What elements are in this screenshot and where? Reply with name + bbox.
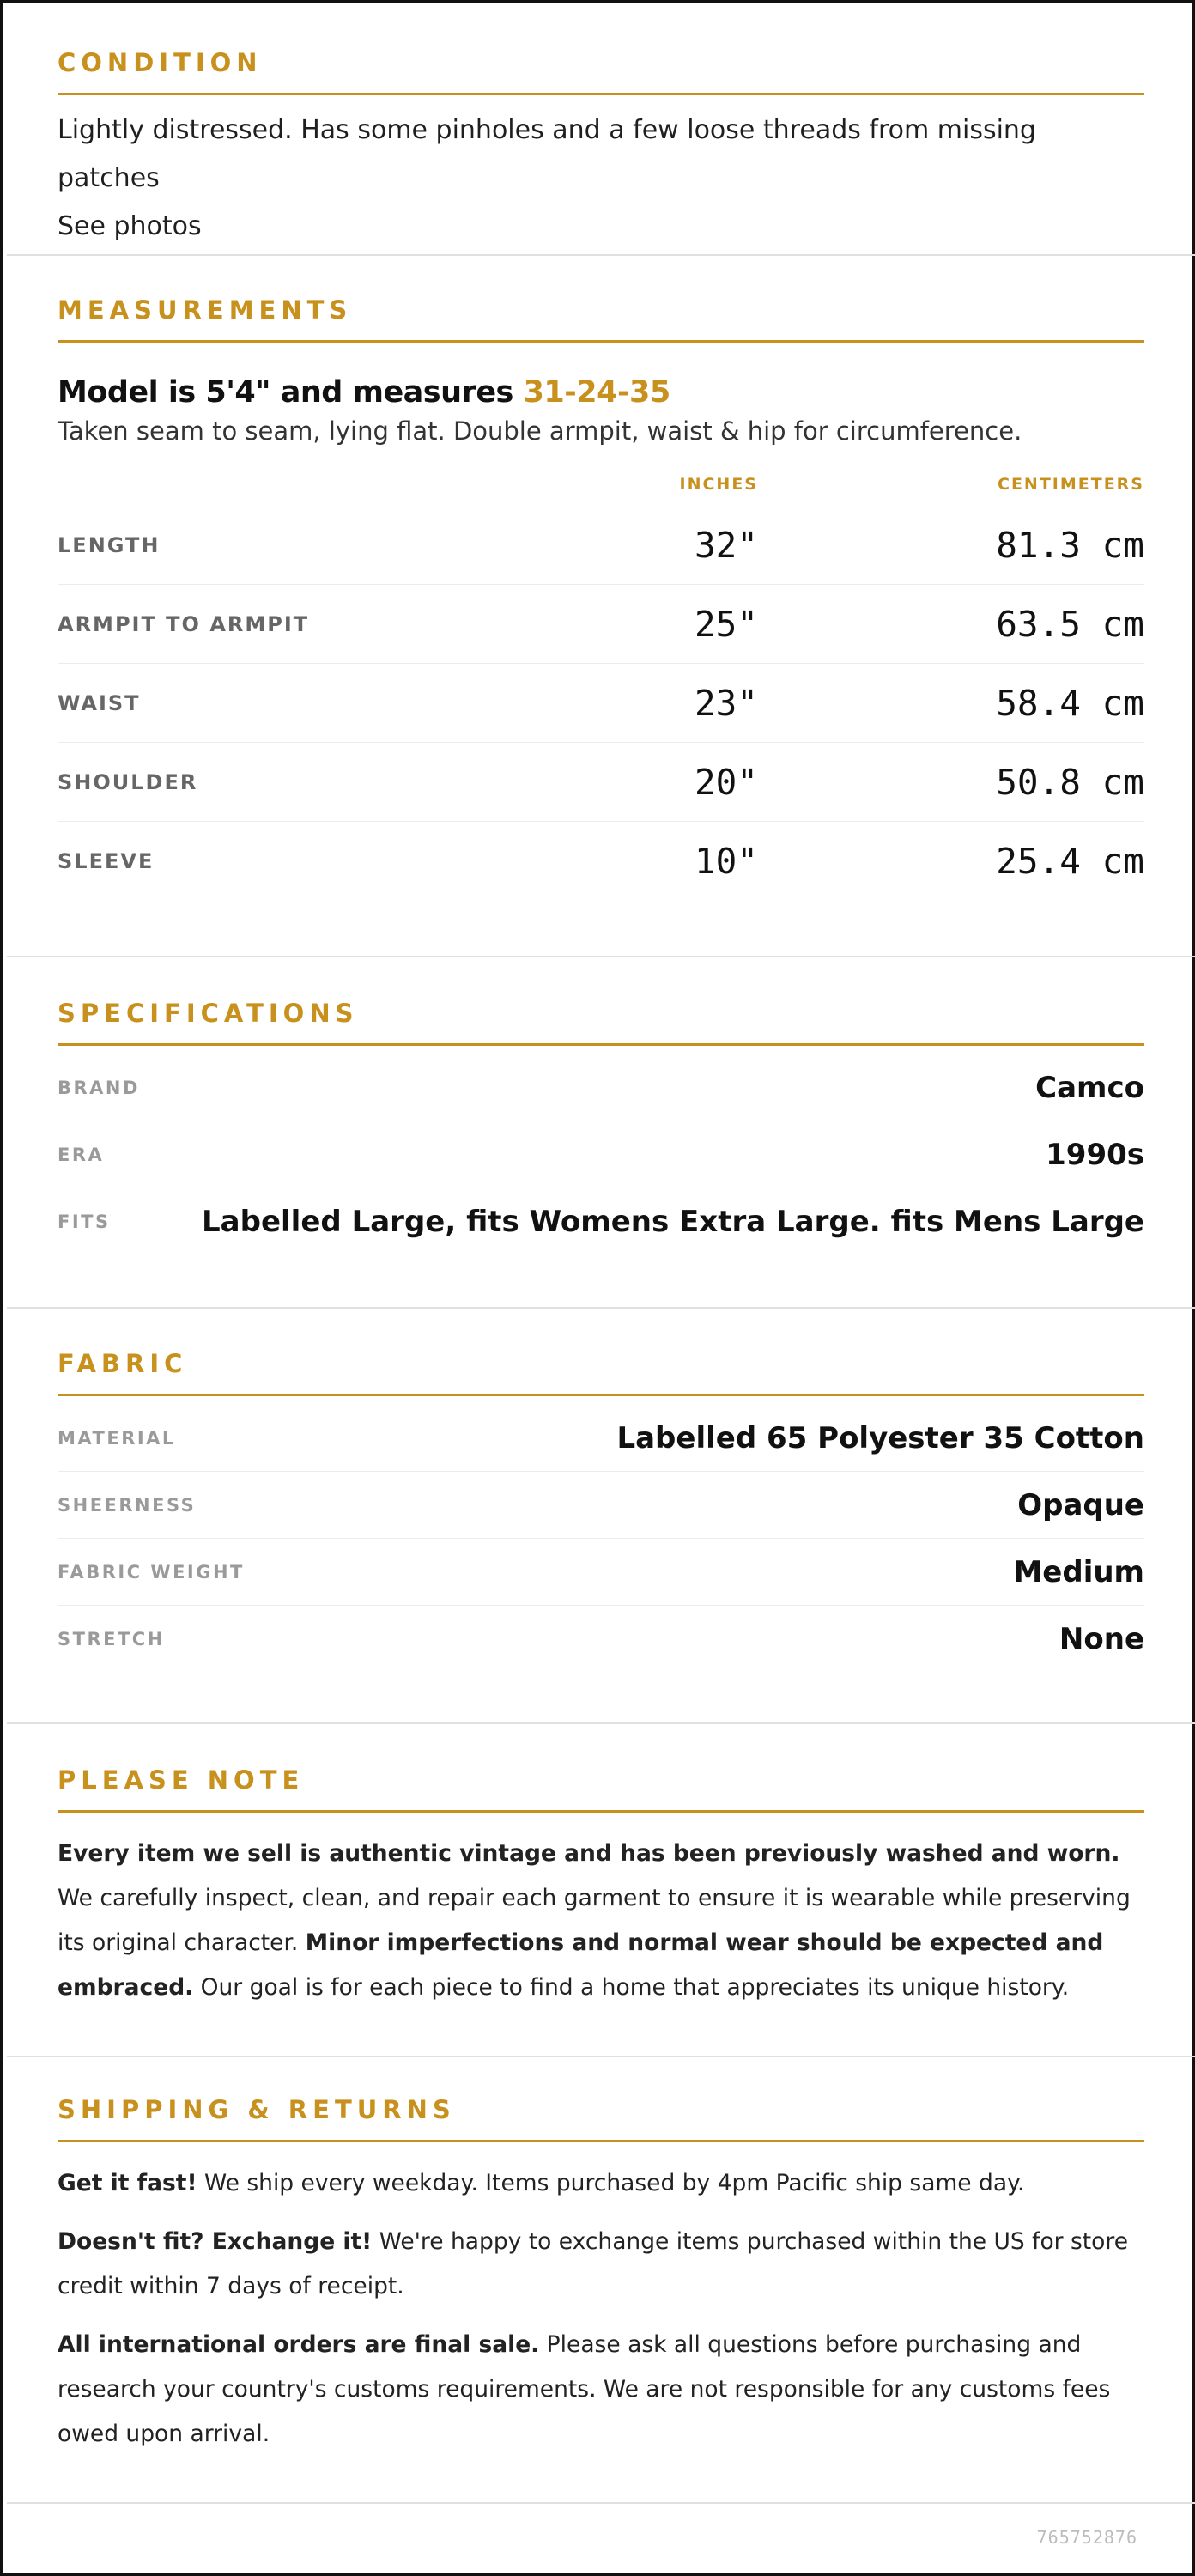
- fabric-label: SHEERNESS: [58, 1494, 197, 1516]
- spec-row: [58, 1188, 1144, 1255]
- fabric-value: Labelled 65 Polyester 35 Cotton: [616, 1420, 1144, 1455]
- measurement-label: WAIST: [58, 690, 141, 715]
- spec-value: 1990s: [1046, 1137, 1144, 1172]
- section-title: FABRIC: [58, 1349, 1144, 1396]
- model-info: [58, 375, 1144, 410]
- measurements-section: [7, 295, 1195, 957]
- spec-label: ERA: [58, 1144, 105, 1165]
- inches-value: 25": [694, 603, 758, 645]
- measurement-row: [58, 506, 1144, 585]
- returns-bold: Doesn't fit? Exchange it!: [58, 2228, 373, 2255]
- note-text-2: Our goal is for each piece to find a home that appreciates its unique history.: [193, 1974, 1070, 2001]
- spec-value: Camco: [1035, 1070, 1144, 1105]
- fabric-row: [58, 1472, 1144, 1539]
- centimeters-header: CENTIMETERS: [998, 475, 1144, 494]
- centimeters-value: 81.3 cm: [996, 524, 1144, 566]
- condition-line: See photos: [58, 211, 202, 241]
- spec-value: Labelled Large, fits Womens Extra Large. fits Mens Large: [202, 1204, 1144, 1239]
- model-measures: 31-24-35: [523, 375, 670, 410]
- please-note-section: [7, 1765, 1195, 2057]
- international-paragraph: [58, 2323, 1144, 2457]
- measurement-row: [58, 585, 1144, 664]
- condition-line: Lightly distressed. Has some pinholes and a few loose threads from missing patches: [58, 115, 1036, 193]
- spec-row: [58, 1054, 1144, 1121]
- returns-paragraph: [58, 2220, 1144, 2309]
- measurement-row: [58, 664, 1144, 743]
- measurement-label: SLEEVE: [58, 848, 155, 873]
- inches-header: INCHES: [679, 475, 758, 494]
- measurement-note: Taken seam to seam, lying flat. Double armpit, waist & hip for circumference.: [58, 416, 1022, 446]
- fabric-value: None: [1059, 1621, 1144, 1656]
- spec-label: FITS: [58, 1211, 111, 1232]
- spec-label: BRAND: [58, 1077, 140, 1098]
- measurement-label: ARMPIT TO ARMPIT: [58, 611, 310, 636]
- section-title: MEASUREMENTS: [58, 295, 1144, 343]
- fabric-list: [58, 1405, 1144, 1672]
- inches-value: 32": [694, 524, 758, 566]
- measurement-row: [58, 743, 1144, 822]
- specifications-list: [58, 1054, 1144, 1255]
- fabric-section: [7, 1349, 1195, 1724]
- centimeters-value: 50.8 cm: [996, 761, 1144, 803]
- shipping-bold: Get it fast!: [58, 2170, 197, 2196]
- fabric-row: [58, 1539, 1144, 1606]
- fabric-row: [58, 1405, 1144, 1472]
- condition-section: [7, 48, 1195, 256]
- note-text-1: We carefully inspect, clean, and repair each garment to ensure it is wearable while preserving its original character.: [58, 1885, 1131, 1956]
- section-title: PLEASE NOTE: [58, 1765, 1144, 1813]
- inches-value: 10": [694, 840, 758, 882]
- fabric-label: MATERIAL: [58, 1427, 176, 1449]
- section-title: CONDITION: [58, 48, 1144, 95]
- model-prefix: Model is 5'4" and measures: [58, 375, 524, 410]
- fabric-value: Medium: [1013, 1554, 1144, 1589]
- measurement-column-headers: [58, 475, 1144, 495]
- condition-text: [58, 106, 1144, 251]
- shipping-text: We ship every weekday. Items purchased by 4pm Pacific ship same day.: [197, 2170, 1025, 2196]
- fabric-row: [58, 1606, 1144, 1672]
- fabric-label: STRETCH: [58, 1628, 165, 1649]
- measurement-row: [58, 822, 1144, 900]
- measurement-table: [58, 506, 1144, 900]
- returns-text: We're happy to exchange items purchased within the US for store credit within 7 days of receipt.: [58, 2228, 1129, 2300]
- inches-value: 20": [694, 761, 758, 803]
- fabric-value: Opaque: [1017, 1487, 1144, 1522]
- product-id: 765752876: [1036, 2527, 1137, 2548]
- note-paragraph: [58, 1832, 1144, 2010]
- centimeters-value: 25.4 cm: [996, 840, 1144, 882]
- note-bold-1: Every item we sell is authentic vintage and has been previously washed and worn.: [58, 1840, 1120, 1867]
- inches-value: 23": [694, 682, 758, 724]
- section-title: SHIPPING & RETURNS: [58, 2095, 1144, 2142]
- specifications-section: [7, 999, 1195, 1309]
- centimeters-value: 63.5 cm: [996, 603, 1144, 645]
- fabric-label: FABRIC WEIGHT: [58, 1561, 245, 1583]
- spec-row: [58, 1121, 1144, 1188]
- international-bold: All international orders are final sale.: [58, 2331, 540, 2358]
- shipping-section: [7, 2095, 1195, 2504]
- measurement-label: LENGTH: [58, 532, 161, 557]
- international-text: Please ask all questions before purchasing and research your country's customs requirements. We are not responsible for any customs fees owed upon arrival.: [58, 2331, 1111, 2447]
- centimeters-value: 58.4 cm: [996, 682, 1144, 724]
- section-title: SPECIFICATIONS: [58, 999, 1144, 1046]
- measurement-label: SHOULDER: [58, 769, 198, 794]
- note-bold-2: Minor imperfections and normal wear should be expected and embraced.: [58, 1929, 1104, 2001]
- shipping-paragraph: [58, 2161, 1144, 2206]
